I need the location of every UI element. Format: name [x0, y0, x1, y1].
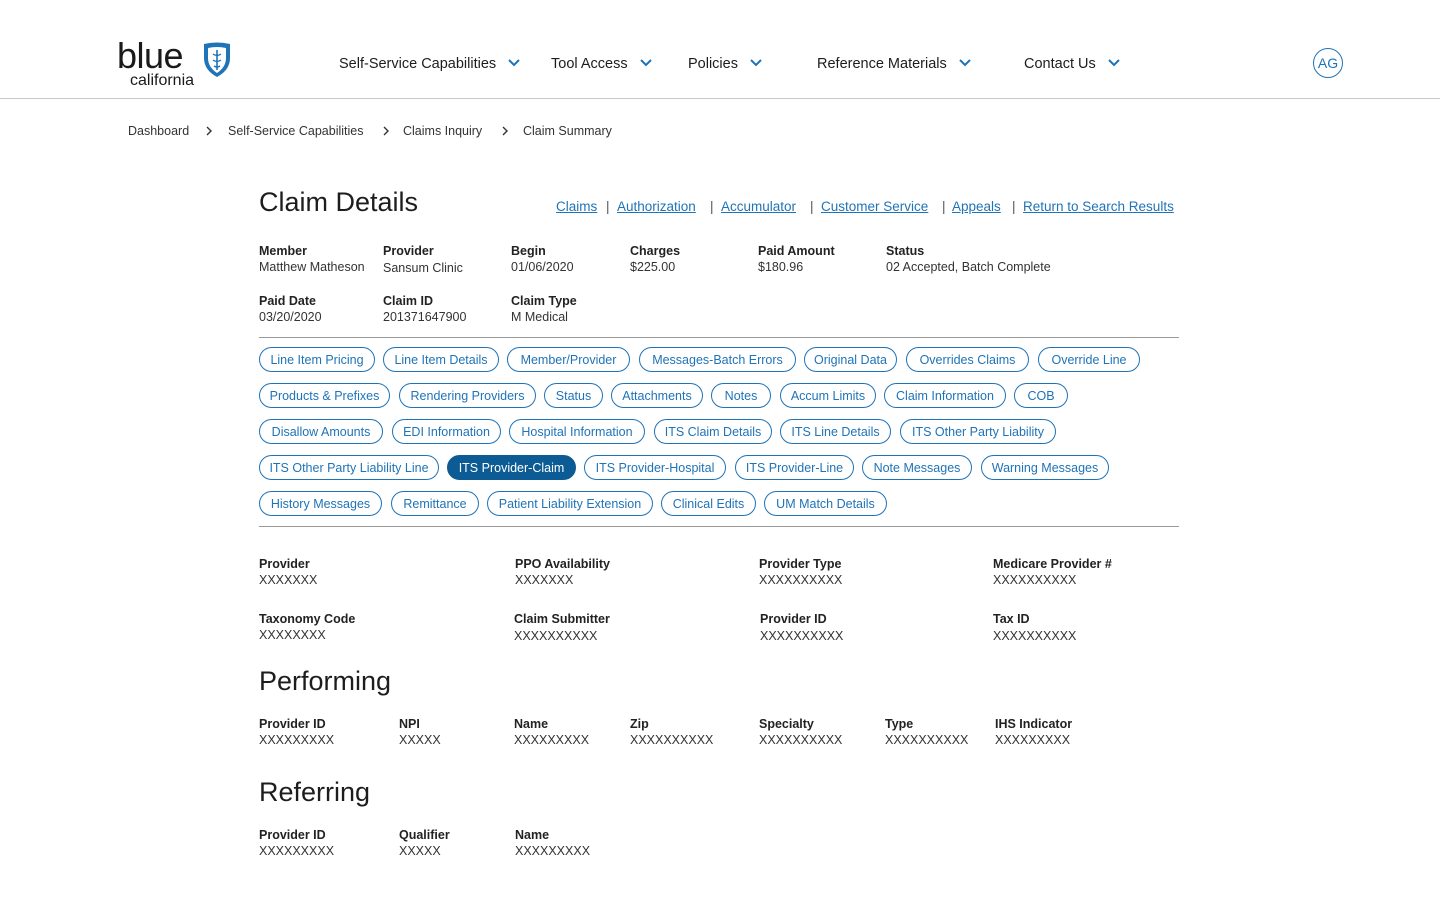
field-label: Begin: [511, 244, 546, 258]
field-label: Taxonomy Code: [259, 612, 356, 626]
tab-products-prefixes[interactable]: Products & Prefixes: [259, 383, 390, 408]
tab-line-item-details[interactable]: Line Item Details: [383, 347, 499, 372]
tab-um-match-details[interactable]: UM Match Details: [764, 491, 887, 516]
nav-policies[interactable]: [688, 52, 764, 76]
field-label: Specialty: [759, 717, 814, 731]
tab-member-provider[interactable]: Member/Provider: [507, 347, 630, 372]
chevron-down-icon: [748, 55, 764, 71]
field-value: $225.00: [630, 260, 676, 274]
field-value: XXXXXXX: [259, 573, 318, 587]
field-label: Claim Type: [511, 294, 577, 308]
brand-word: blue: [117, 35, 184, 76]
main-nav: [0, 52, 1440, 78]
field-value: 201371647900: [383, 310, 467, 324]
field-claim-id: [383, 293, 466, 326]
tab-its-provider-hospital[interactable]: ITS Provider-Hospital: [584, 455, 726, 480]
field-label: Charges: [630, 244, 681, 258]
tab-its-line-details[interactable]: ITS Line Details: [780, 419, 891, 444]
nav-self-service[interactable]: [339, 52, 522, 76]
field-performing-ihs-indicator: [995, 716, 1072, 749]
section-title-performing: Performing: [259, 666, 392, 696]
breadcrumb-dashboard[interactable]: Dashboard: [128, 124, 190, 138]
nav-label: Reference Materials: [817, 56, 947, 72]
field-label: Qualifier: [399, 828, 450, 842]
field-value: Sansum Clinic: [383, 261, 463, 275]
top-header: [0, 0, 1440, 99]
field-label: Name: [515, 828, 550, 842]
field-value: XXXXX: [399, 733, 441, 747]
field-begin: [511, 243, 574, 276]
field-label: Status: [886, 244, 925, 258]
field-label: Tax ID: [993, 612, 1030, 626]
chevron-down-icon: [638, 55, 654, 71]
field-value: Matthew Matheson: [259, 260, 365, 274]
tab-rendering-providers[interactable]: Rendering Providers: [399, 383, 536, 408]
chevron-down-icon: [957, 55, 973, 71]
nav-label: Tool Access: [551, 56, 628, 72]
tab-its-provider-claim[interactable]: ITS Provider-Claim: [447, 455, 576, 480]
tab-warning-messages[interactable]: Warning Messages: [981, 455, 1109, 480]
tab-line-item-pricing[interactable]: Line Item Pricing: [259, 347, 375, 372]
divider: [259, 526, 1179, 527]
field-label: Provider ID: [259, 828, 326, 842]
field-referring-name: [515, 827, 590, 860]
field-charges: [630, 243, 680, 276]
field-value: XXXXXXXXX: [995, 733, 1071, 747]
field-performing-provider-id: [259, 716, 334, 749]
field-performing-name: [514, 716, 589, 749]
field-value: XXXXX: [399, 844, 441, 858]
field-paid-date: [259, 293, 322, 326]
link-accumulator[interactable]: Accumulator: [721, 199, 797, 214]
field-label: PPO Availability: [515, 557, 610, 571]
link-separator: |: [710, 199, 714, 214]
tab-its-claim-details[interactable]: ITS Claim Details: [654, 419, 772, 444]
tab-accum-limits[interactable]: Accum Limits: [780, 383, 876, 408]
breadcrumb-claims-inquiry[interactable]: Claims Inquiry: [403, 124, 483, 138]
field-referring-qualifier: [399, 827, 450, 860]
field-value: 02 Accepted, Batch Complete: [886, 260, 1051, 274]
tab-remittance[interactable]: Remittance: [391, 491, 479, 516]
tab-claim-information[interactable]: Claim Information: [884, 383, 1006, 408]
tab-its-provider-line[interactable]: ITS Provider-Line: [735, 455, 854, 480]
nav-reference-materials[interactable]: [817, 52, 973, 76]
field-label: IHS Indicator: [995, 717, 1073, 731]
field-value: M Medical: [511, 310, 568, 324]
link-separator: |: [606, 199, 610, 214]
field-claim-type: [511, 293, 577, 326]
field-referring-provider-id: [259, 827, 334, 860]
field-provider-id: [760, 611, 843, 645]
chevron-down-icon: [1106, 55, 1122, 71]
brand-sub: california: [130, 72, 195, 89]
field-label: Claim ID: [383, 294, 434, 308]
field-value: $180.96: [758, 260, 804, 274]
field-value: XXXXXXXXXX: [993, 573, 1077, 587]
field-label: Provider ID: [760, 612, 827, 626]
tab-attachments[interactable]: Attachments: [611, 383, 703, 408]
chevron-right-icon: [204, 125, 214, 137]
field-label: Name: [514, 717, 549, 731]
field-member: [259, 243, 365, 276]
tab-history-messages[interactable]: History Messages: [259, 491, 382, 516]
field-taxonomy-code: [259, 611, 355, 644]
tab-its-other-party-liability-line[interactable]: ITS Other Party Liability Line: [259, 455, 439, 480]
field-value: 01/06/2020: [511, 260, 574, 274]
chevron-right-icon: [500, 125, 510, 137]
section-title-referring: Referring: [259, 777, 371, 807]
field-performing-zip: [630, 716, 713, 749]
tab-its-other-party-liability[interactable]: ITS Other Party Liability: [900, 419, 1056, 444]
link-customer-service[interactable]: Customer Service: [821, 199, 929, 214]
tab-override-line[interactable]: Override Line: [1038, 347, 1140, 372]
chevron-right-icon: [381, 125, 391, 137]
field-value: XXXXXXXXXX: [993, 629, 1077, 643]
field-label: Paid Amount: [758, 244, 835, 258]
nav-label: Self-Service Capabilities: [339, 56, 497, 72]
field-tax-id: [993, 611, 1076, 645]
link-separator: |: [942, 199, 946, 214]
field-value: XXXXXXXXX: [514, 733, 590, 747]
claim-links: [556, 199, 1182, 217]
field-value: 03/20/2020: [259, 310, 322, 324]
field-value: XXXXXXXXXX: [760, 629, 844, 643]
breadcrumb-claim-summary: Claim Summary: [523, 124, 612, 138]
link-return-to-search[interactable]: Return to Search Results: [1023, 199, 1174, 214]
field-value: XXXXXXXX: [259, 628, 326, 642]
tab-messages-batch-errors[interactable]: Messages-Batch Errors: [639, 347, 796, 372]
nav-label: Contact Us: [1024, 56, 1096, 72]
link-separator: |: [1012, 199, 1016, 214]
nav-tool-access[interactable]: [551, 52, 654, 76]
field-label: Medicare Provider #: [993, 557, 1112, 571]
tab-overrides-claims[interactable]: Overrides Claims: [906, 347, 1029, 372]
field-performing-npi: [399, 716, 441, 749]
tab-original-data[interactable]: Original Data: [804, 347, 897, 372]
field-value: XXXXXXXXXX: [759, 733, 843, 747]
field-paid-amount: [758, 243, 835, 276]
field-value: XXXXXXXXX: [515, 844, 591, 858]
field-status: [886, 243, 1051, 276]
field-label: NPI: [399, 717, 420, 731]
tab-edi-information[interactable]: EDI Information: [392, 419, 501, 444]
tab-notes[interactable]: Notes: [711, 383, 771, 408]
field-provider-name: [259, 556, 317, 589]
field-label: Provider: [259, 557, 310, 571]
field-ppo-availability: [515, 556, 610, 589]
field-label: Provider: [383, 244, 434, 258]
nav-label: Policies: [688, 56, 738, 72]
tab-note-messages[interactable]: Note Messages: [862, 455, 972, 480]
tab-hospital-information[interactable]: Hospital Information: [509, 419, 645, 444]
tab-patient-liability-extension[interactable]: Patient Liability Extension: [487, 491, 653, 516]
tab-status[interactable]: Status: [544, 383, 603, 408]
link-authorization[interactable]: Authorization: [617, 199, 696, 214]
field-value: XXXXXXX: [515, 573, 574, 587]
field-label: Member: [259, 244, 307, 258]
nav-contact-us[interactable]: [1024, 52, 1122, 76]
tab-disallow-amounts[interactable]: Disallow Amounts: [259, 419, 383, 444]
user-avatar[interactable]: AG: [1313, 48, 1343, 78]
field-label: Zip: [630, 717, 649, 731]
field-label: Type: [885, 717, 914, 731]
field-value: XXXXXXXXX: [259, 733, 335, 747]
field-medicare-provider: [993, 556, 1112, 589]
field-performing-specialty: [759, 716, 842, 749]
field-claim-submitter: [514, 611, 610, 645]
tab-cob[interactable]: COB: [1014, 383, 1068, 408]
field-label: Provider ID: [259, 717, 326, 731]
field-value: XXXXXXXXXX: [514, 629, 598, 643]
field-value: XXXXXXXXXX: [630, 733, 714, 747]
field-value: XXXXXXXXX: [259, 844, 335, 858]
link-claims[interactable]: Claims: [556, 199, 598, 214]
divider: [259, 337, 1179, 338]
breadcrumb-self-service[interactable]: Self-Service Capabilities: [228, 124, 364, 138]
field-label: Claim Submitter: [514, 612, 610, 626]
field-label: Paid Date: [259, 294, 316, 308]
field-provider-type: [759, 556, 842, 589]
field-value: XXXXXXXXXX: [885, 733, 969, 747]
field-provider: [383, 243, 463, 277]
page-title: Claim Details: [259, 187, 419, 217]
link-appeals[interactable]: Appeals: [952, 199, 1001, 214]
field-value: XXXXXXXXXX: [759, 573, 843, 587]
chevron-down-icon: [506, 55, 522, 71]
tab-clinical-edits[interactable]: Clinical Edits: [661, 491, 756, 516]
link-separator: |: [810, 199, 814, 214]
field-label: Provider Type: [759, 557, 842, 571]
field-performing-type: [885, 716, 968, 749]
